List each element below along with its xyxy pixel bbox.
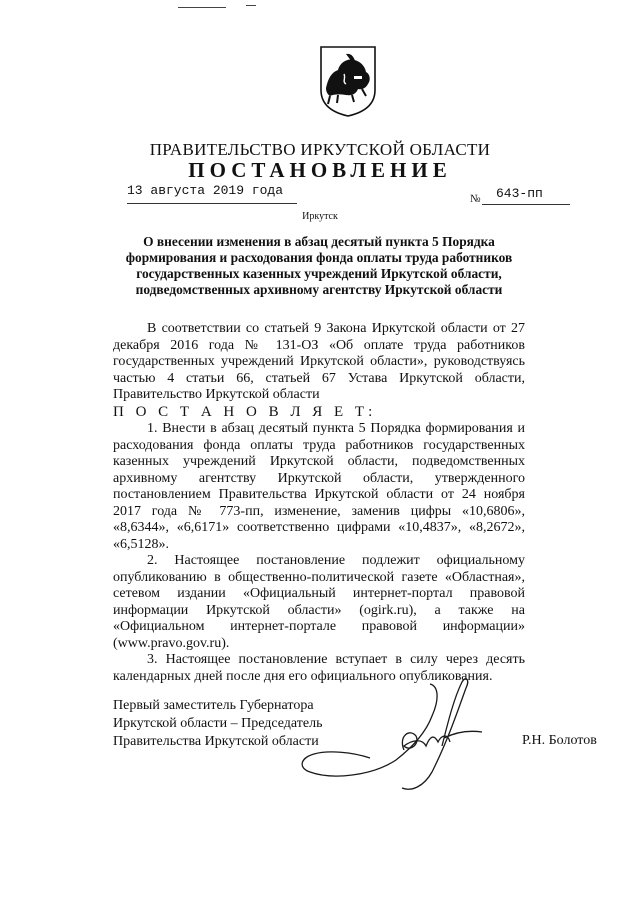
number-underline	[482, 204, 570, 205]
scan-mark	[246, 5, 256, 6]
number-sign: №	[470, 193, 481, 205]
position-line: Иркутской области – Председатель	[113, 716, 323, 731]
resolution-item: 1. Внести в абзац десятый пункта 5 Порядка формирования и расходования фонда оплаты труда работников государственных казенных учреждений Иркутской области, подведомственных архивному агентству Иркутской области, утвержденного постановлением Правительства Иркутской области от 24 ноября 2017 года № 773-пп, изменение, заменив цифры «10,6806», «8,6344», «6,6171» соответственно цифрами «10,4837», «8,2672», «6,5128».	[113, 421, 525, 552]
coat-of-arms-emblem	[318, 44, 378, 118]
scan-mark	[178, 7, 226, 8]
signer-name: Р.Н. Болотов	[522, 733, 597, 748]
resolves-heading: П О С Т А Н О В Л Я Е Т:	[113, 404, 377, 420]
resolution-items	[113, 421, 525, 685]
document-type-title: ПОСТАНОВЛЕНИЕ	[188, 158, 452, 182]
city-name: Иркутск	[302, 211, 338, 222]
resolution-item: 2. Настоящее постановление подлежит официальному опубликованию в общественно-политической газете «Областная», сетевом издании «Официальный интернет-портал правовой информации Иркутской области» (ogirk.ru), а также на «Официальном интернет-портале правовой информации» (www.pravo.gov.ru).	[113, 553, 525, 651]
preamble-paragraph	[113, 321, 525, 404]
position-line: Первый заместитель Губернатора	[113, 698, 314, 713]
handwritten-signature	[292, 676, 492, 794]
government-name: ПРАВИТЕЛЬСТВО ИРКУТСКОЙ ОБЛАСТИ	[149, 140, 491, 159]
document-heading: О внесении изменения в абзац десятый пункта 5 Порядка формирования и расходования фонда оплаты труда работников государственных казенных учреждений Иркутской области, подведомственных архивному агентству Иркутской области	[125, 234, 513, 297]
preamble-text: В соответствии со статьей 9 Закона Иркутской области от 27 декабря 2016 года № 131-ОЗ «Об оплате труда работников государственных учреждений Иркутской области», руководствуясь частью 4 статьи 66, статьей 67 Устава Иркутской области, Правительство Иркутской области	[113, 321, 525, 402]
resolution-item: 3. Настоящее постановление вступает в силу через десять календарных дней после дня его официального опубликования.	[113, 652, 525, 684]
date-underline	[127, 203, 297, 204]
document-number: 643-пп	[496, 186, 543, 201]
position-line: Правительства Иркутской области	[113, 734, 319, 749]
document-date: 13 августа 2019 года	[127, 183, 284, 198]
